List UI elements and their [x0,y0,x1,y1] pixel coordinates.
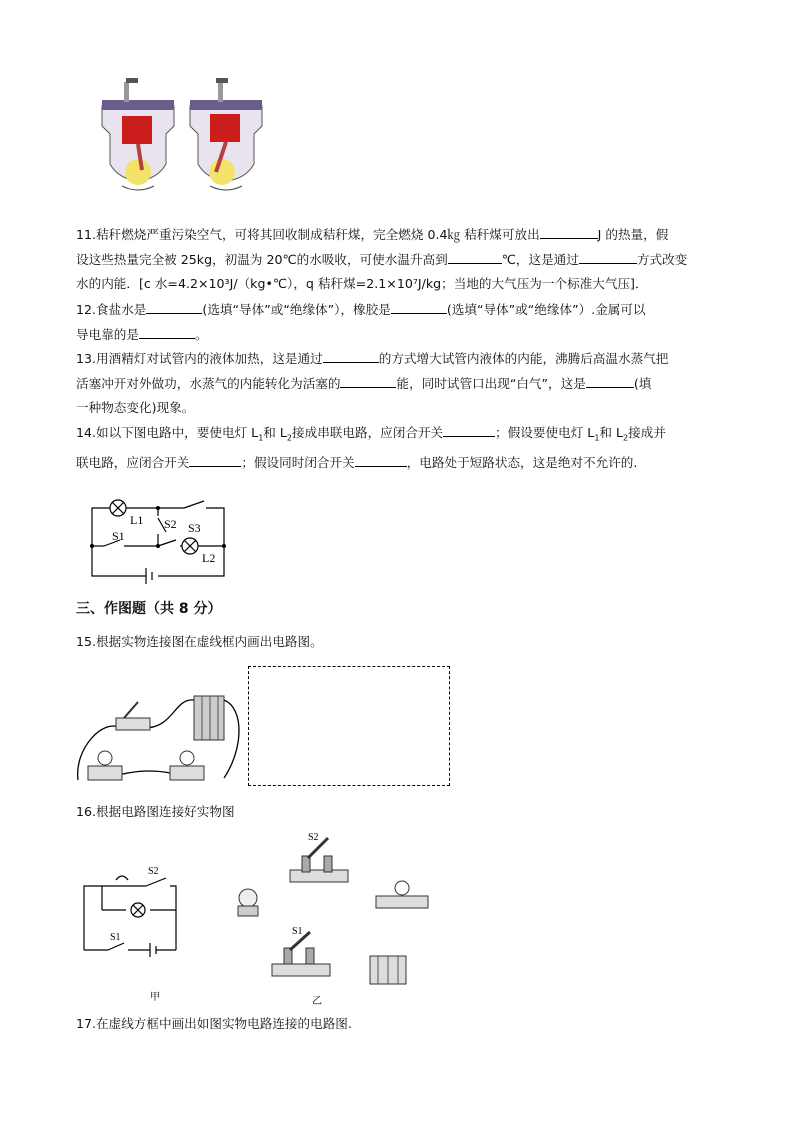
answer-blank[interactable] [443,424,495,437]
label-s3: S3 [188,521,201,535]
caption-jia: 甲 [150,992,160,1003]
label-s1: S1 [112,529,125,543]
engine-strokes-figure [94,78,270,214]
label-s1-part: S1 [292,926,303,937]
question-11: 11.秸秆燃烧严重污染空气，可将其回收制成秸秆煤，完全燃烧 0.4㎏ 秸秆煤可放出 J 的热量，假 设这些热量完全被 25kg，初温为 20℃的水吸收，可使水温升高到 ℃，这是通过 方式改变 水的内能．[c 水=4.2×10³J/（kg•℃），q 秸秆煤=2.1×10⁷J/kg；当地的大气压为一个标准大气压]． [76,227,688,291]
answer-blank[interactable] [448,251,502,264]
answer-blank[interactable] [579,251,637,264]
physical-circuit-q15 [74,688,246,786]
question-13: 13.用酒精灯对试管内的液体加热，这是通过 的方式增大试管内液体的内能，沸腾后高温水蒸气把 活塞冲开对外做功，水蒸气的内能转化为活塞的 能，同时试管口出现“白气”，这是 (填 一种物态变化)现象。 [76,351,669,415]
question-15: 15.根据实物连接图在虚线框内画出电路图。 [76,634,323,649]
answer-blank[interactable] [340,375,396,388]
section-heading: 三、作图题（共 8 分） [76,601,222,617]
answer-blank[interactable] [355,454,407,467]
answer-blank[interactable] [391,301,447,314]
answer-blank[interactable] [139,326,195,339]
question-12: 12.食盐水是 (选填“导体”或“绝缘体”），橡胶是 (选填“导体”或“绝缘体”）.金属可以 导电靠的是 。 [76,302,646,342]
answer-blank[interactable] [146,301,202,314]
question-16: 16.根据电路图连接好实物图 [76,804,235,819]
circuit-diagram-q14 [86,488,232,584]
label-s2: S2 [148,866,159,877]
answer-box-dashed[interactable] [248,666,450,786]
question-17: 17.在虚线方框中画出如图实物电路连接的电路图. [76,1016,352,1031]
physical-parts-q16 [228,828,438,1008]
label-s2: S2 [164,517,177,531]
answer-blank[interactable] [323,350,379,363]
answer-blank[interactable] [586,375,634,388]
answer-blank[interactable] [540,226,598,239]
label-s2-part: S2 [308,832,319,843]
question-14: 14.如以下图电路中，要使电灯 $L_1$和 $L_2$接成串联电路，应闭合开关 ；假设要使电灯 $L_1$和 $L_2$接成并 联电路，应闭合开关 ；假设同时闭合开关 ，电路处于短路状态，这是绝对不允许的. [76,425,666,471]
label-l1: L1 [130,513,144,527]
caption-yi: 乙 [312,996,322,1007]
label-s1: S1 [110,932,121,943]
label-l2: L2 [202,551,216,565]
answer-blank[interactable] [189,454,241,467]
